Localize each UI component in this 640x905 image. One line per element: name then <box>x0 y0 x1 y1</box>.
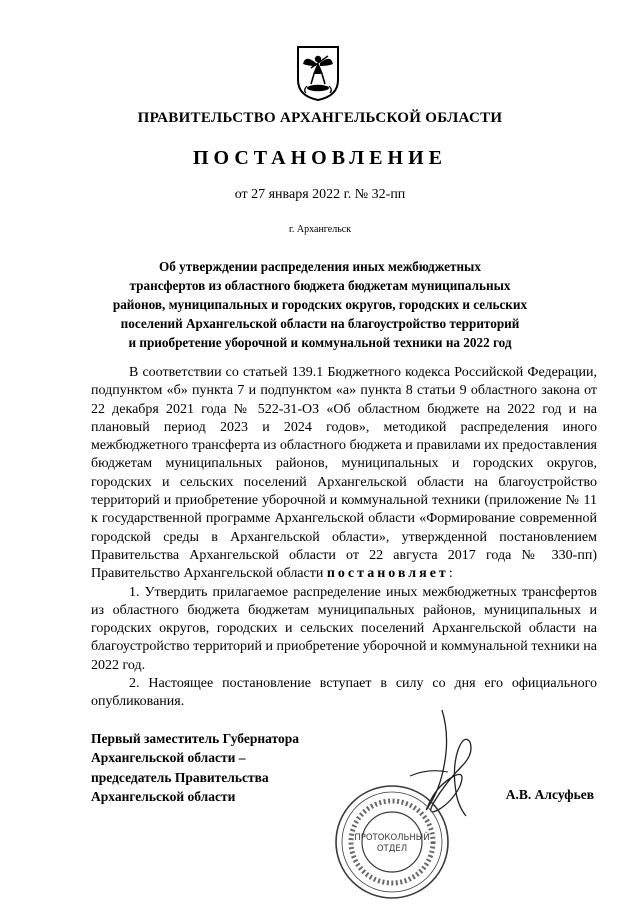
signer-position <box>91 729 341 806</box>
title-line: районов, муниципальных и городских округов, городских и сельских <box>112 297 528 312</box>
item-1-paragraph: 1. Утвердить прилагаемое распределение иных межбюджетных трансфертов из областного бюджета бюджетам муниципальных районов, муниципальных и городских округов, городских и сельских поселений Архангельской области на благоустройство территорий и приобретение уборочной и коммунальной техники на 2022 год. <box>91 584 597 673</box>
signer-position-line: Первый заместитель Губернатора <box>91 731 299 746</box>
signer-name: А.В. Алсуфьев <box>505 787 594 802</box>
title-line: поселений Архангельской области на благоустройство территорий <box>120 316 520 331</box>
seal-center-line-1: ПРОТОКОЛЬНЫЙ <box>354 833 430 843</box>
signer-position-line: председатель Правительства <box>91 769 269 785</box>
coat-of-arms-icon <box>295 44 341 102</box>
title-line: трансфертов из областного бюджета бюджетам муниципальных <box>129 278 511 293</box>
title-line: Об утверждении распределения иных межбюджетных <box>159 259 481 274</box>
document-city: г. Архангельск <box>288 224 352 235</box>
document-date-number: от 27 января 2022 г. № 32-пп <box>234 187 406 202</box>
official-seal-icon <box>333 783 451 901</box>
title-line: и приобретение уборочной и коммунальной техники на 2022 год <box>128 335 512 350</box>
decree-word: постановляет <box>326 566 449 582</box>
signer-position-line: Архангельской области – <box>91 750 246 766</box>
document-body <box>91 364 597 712</box>
seal-center-line-2: ОТДЕЛ <box>376 844 408 854</box>
preamble-paragraph <box>91 364 597 584</box>
document-type: ПОСТАНОВЛЕНИЕ <box>193 147 447 169</box>
signer-position-line: Архангельской области <box>91 788 236 804</box>
decree-colon: : <box>448 566 453 582</box>
issuing-authority: ПРАВИТЕЛЬСТВО АРХАНГЕЛЬСКОЙ ОБЛАСТИ <box>137 110 503 126</box>
preamble-text: В соответствии со статьей 139.1 Бюджетного кодекса Российской Федерации, подпунктом «б» пункта 7 и подпунктом «а» пункта 8 статьи 9 областного закона от 22 декабря 2021 года № 522-31-ОЗ «Об областном бюджете на 2022 год и на плановый период 2023 и 2024 годов», методикой распределения иного межбюджетного трансферта из областного бюджета и правилами их предоставления бюджетам муниципальных районов, муниципальных и городских округов, городских и сельских поселений Архангельской области на благоустройство территорий и приобретение уборочной и коммунальной техники (приложение № 11 к государственной программе Архангельской области «Формирование современной городской среды в Архангельской области», утвержденной постановлением Правительства Архангельской области от 22 августа 2017 года № 330-пп) Правительство Архангельской области <box>91 365 597 582</box>
document-title <box>95 257 545 352</box>
item-2-paragraph: 2. Настоящее постановление вступает в силу со дня его официального опубликования. <box>91 676 597 710</box>
